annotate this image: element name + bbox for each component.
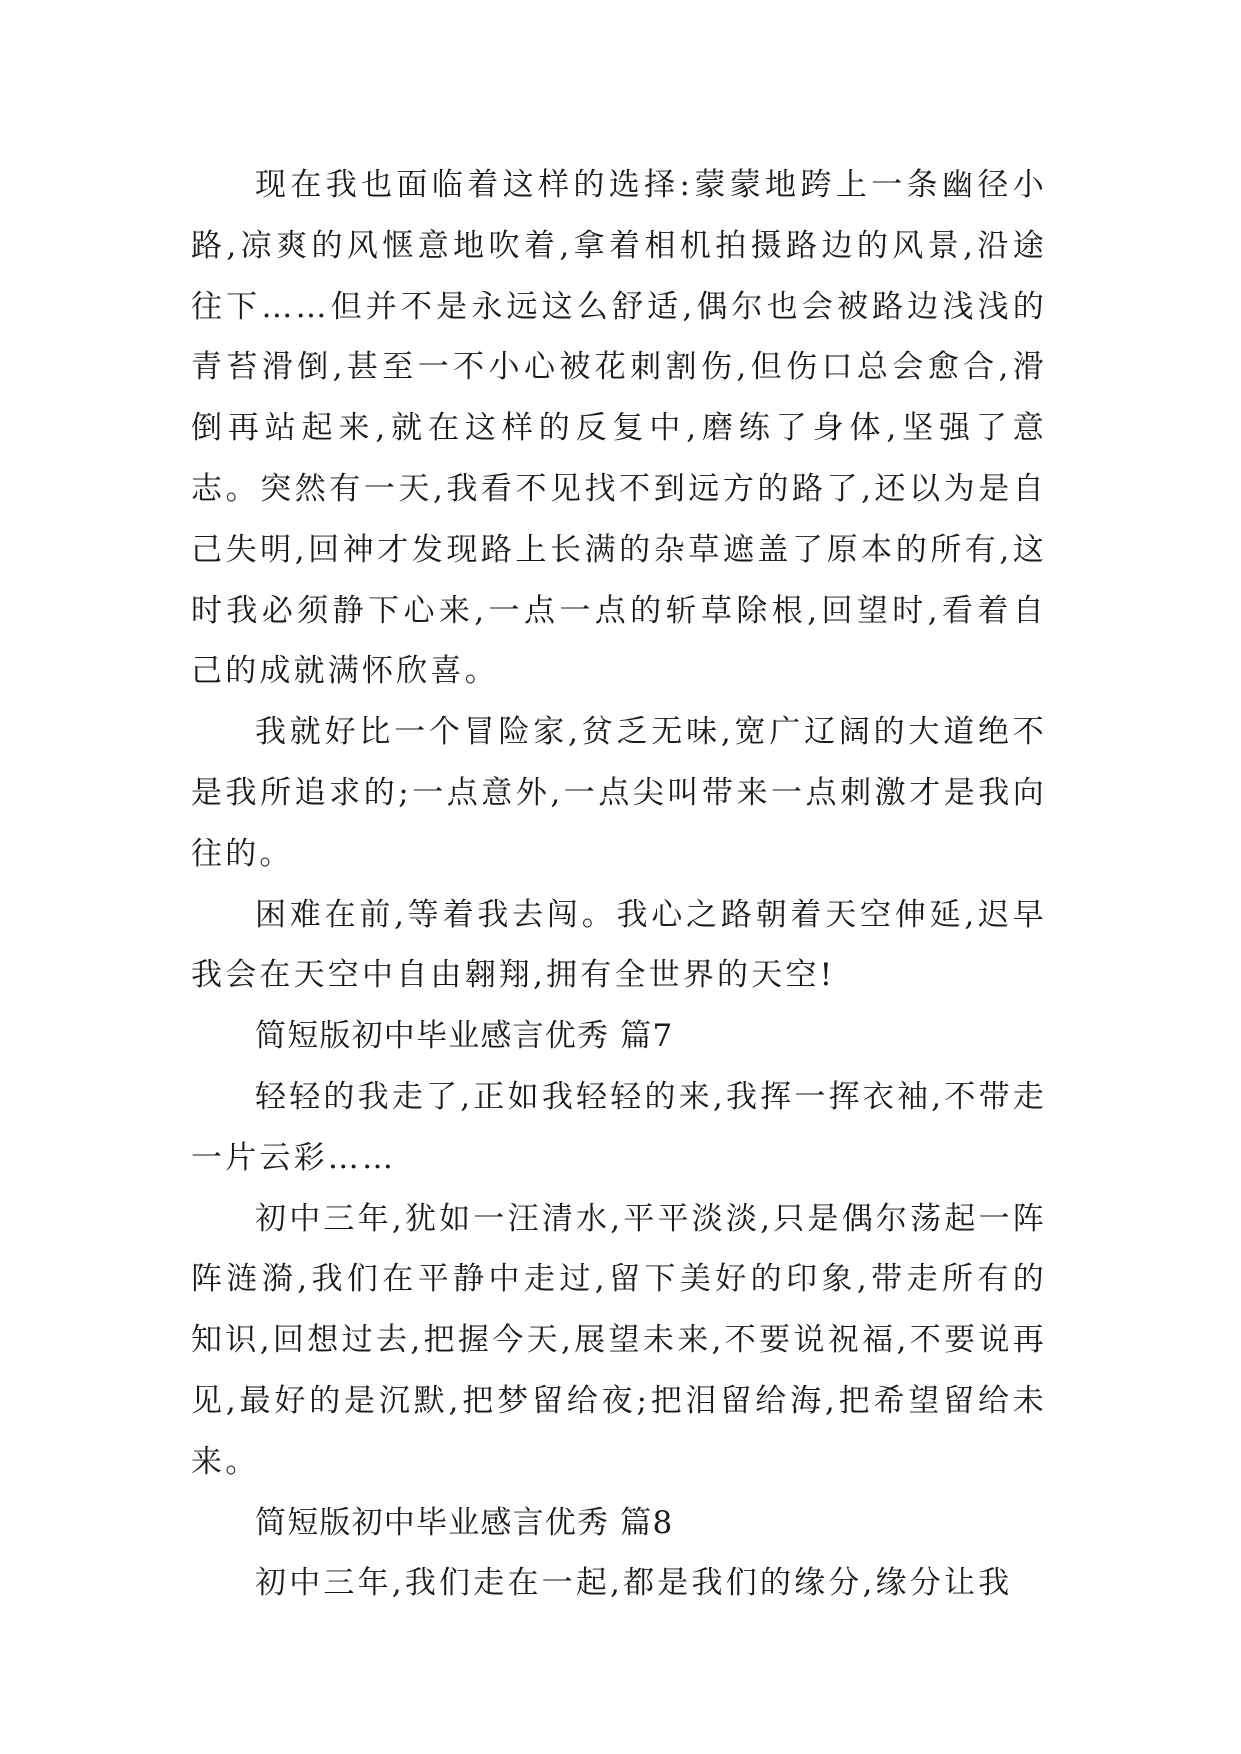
- paragraph: 初中三年,犹如一汪清水,平平淡淡,只是偶尔荡起一阵阵涟漪,我们在平静中走过,留下美好的印象,带走所有的知识,回想过去,把握今天,展望未来,不要说祝福,不要说再见,最好的是沉默,把梦留给夜;把泪留给海,把希望留给未来。: [191, 1200, 1047, 1480]
- section-heading-7: 简短版初中毕业感言优秀 篇7: [255, 1018, 674, 1055]
- paragraph: 现在我也面临着这样的选择:蒙蒙地跨上一条幽径小路,凉爽的风惬意地吹着,拿着相机拍摄路边的风景,沿途往下……但并不是永远这么舒适,偶尔也会被路边浅浅的青苔滑倒,甚至一不小心被花刺割伤,但伤口总会愈合,滑倒再站起来,就在这样的反复中,磨练了身体,坚强了意志。突然有一天,我看不见找不到远方的路了,还以为是自己失明,回神才发现路上长满的杂草遮盖了原本的所有,这时我必须静下心来,一点一点的斩草除根,回望时,看着自己的成就满怀欣喜。: [191, 167, 1047, 690]
- paragraph: 初中三年,我们走在一起,都是我们的缘分,缘分让我: [255, 1565, 1013, 1602]
- document-body: [191, 155, 1047, 1614]
- paragraph: 我就好比一个冒险家,贫乏无味,宽广辽阔的大道绝不是我所追求的;一点意外,一点尖叫带来一点刺激才是我向往的。: [191, 714, 1047, 872]
- paragraph: 困难在前,等着我去闯。我心之路朝着天空伸延,迟早我会在天空中自由翱翔,拥有全世界的天空!: [191, 896, 1047, 994]
- section-heading-8: 简短版初中毕业感言优秀 篇8: [255, 1504, 674, 1541]
- paragraph: 轻轻的我走了,正如我轻轻的来,我挥一挥衣袖,不带走一片云彩……: [191, 1078, 1047, 1176]
